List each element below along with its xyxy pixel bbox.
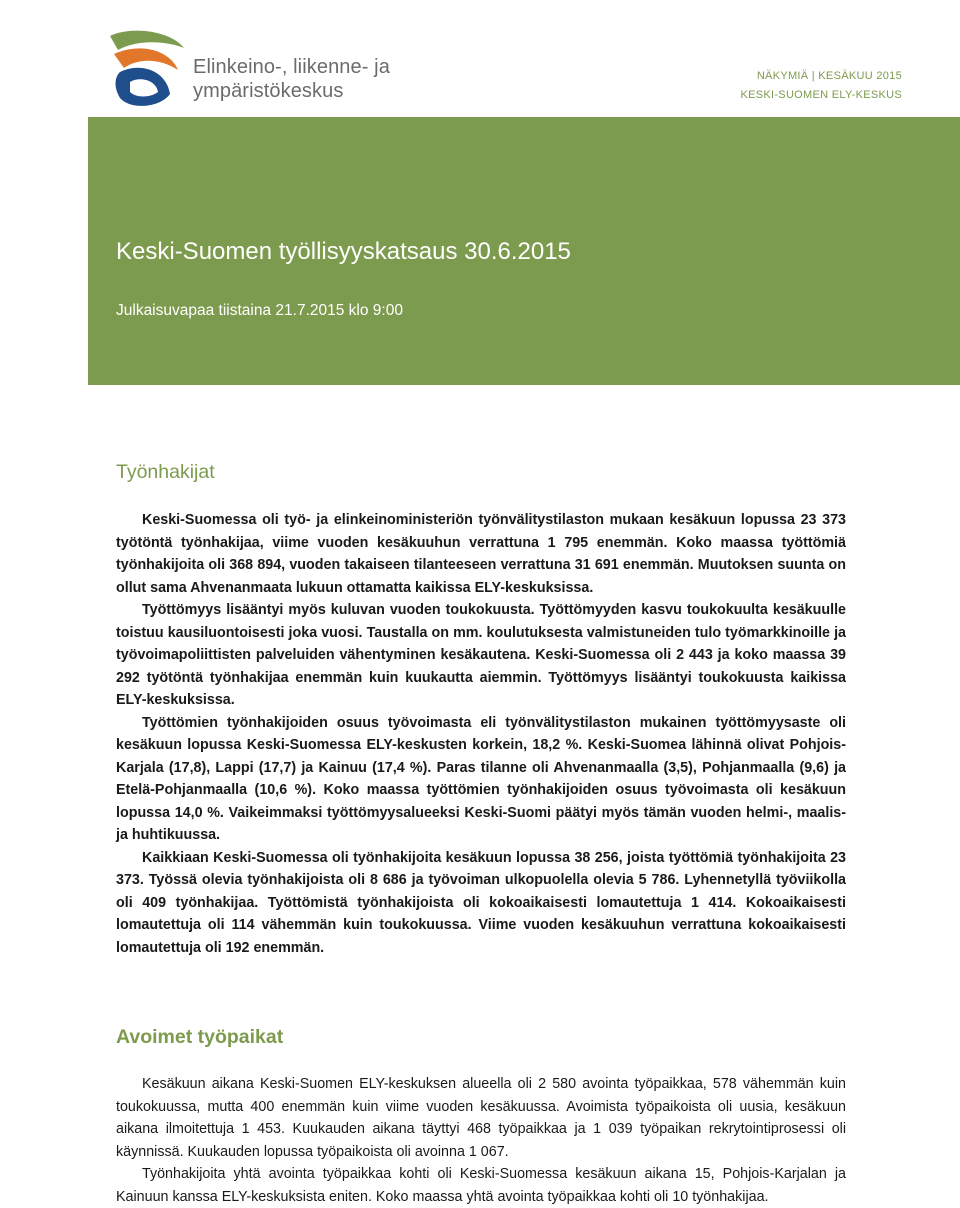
section-body-tyonhakijat [116, 509, 846, 959]
publish-date: Julkaisuvapaa tiistaina 21.7.2015 klo 9:00 [116, 302, 403, 319]
paragraph: Työttömyys lisääntyi myös kuluvan vuoden toukokuusta. Työttömyyden kasvu toukokuulta kesäkuulle toistuu kausiluontoisesti joka vuosi. Taustalla on mm. koulutuksesta valmistuneiden tulo työmarkkinoille ja työvoimapoliittisten palveluiden vähentyminen kesäkautena. Keski-Suomessa oli 2 443 ja koko maassa 39 292 työtöntä työnhakijaa enemmän kuin kuukautta aiemmin. Työttömyys lisääntyi toukokuusta kaikissa ELY-keskuksissa. [116, 602, 846, 708]
ely-logo-icon [100, 28, 190, 110]
section-body-avoimet [116, 1073, 846, 1208]
logo-text [193, 55, 390, 103]
paragraph: Työttömien työnhakijoiden osuus työvoimasta eli työnvälitystilaston mukainen työttömyysaste oli kesäkuun lopussa Keski-Suomessa ELY-keskusten korkein, 18,2 %. Keski-Suomea lähinnä olivat Pohjois-Karjala (17,8), Lappi (17,7) ja Kainuu (17,4 %). Paras tilanne oli Ahvenanmaalla (3,5), Pohjanmaalla (9,6) ja Etelä-Pohjanmaalla (10,6 %). Koko maassa työttömien työnhakijoiden osuus työvoimasta oli kesäkuun lopussa 14,0 %. Vaikeimmaksi työttömyysalueeksi Keski-Suomi päätyi myös tämän vuoden helmi-, maalis- ja huhtikuussa. [116, 714, 846, 843]
section-title-avoimet: Avoimet työpaikat [116, 1026, 284, 1048]
logo-line-2: ympäristökeskus [193, 80, 344, 102]
paragraph: Keski-Suomessa oli työ- ja elinkeinoministeriön työnvälitystilaston mukaan kesäkuun lopussa 23 373 työtöntä työnhakijaa, viime vuoden kesäkuuhun verrattuna 1 795 enemmän. Koko maassa työttömiä työnhakijoita oli 368 894, vuoden takaiseen tilanteeseen verrattuna 31 691 enemmän. Muutoksen suunta on ollut sama Ahvenanmaata lukuun ottamatta kaikissa ELY-keskuksissa. [116, 512, 846, 596]
paragraph: Kesäkuun aikana Keski-Suomen ELY-keskuksen alueella oli 2 580 avointa työpaikkaa, 578 vähemmän kuin toukokuussa, mutta 400 enemmän kuin viime vuoden kesäkuussa. Avoimista työpaikoista oli uusia, kesäkuun aikana ilmoitettuja 1 453. Kuukauden aikana täyttyi 468 työpaikkaa ja 1 039 työpaikan rekrytointiprosessi oli käynnissä. Kuukauden lopussa työpaikoista oli avoinna 1 067. [116, 1076, 846, 1160]
publication-issue: NÄKYMIÄ | KESÄKUU 2015 [756, 70, 902, 82]
logo-line-1: Elinkeino-, liikenne- ja [193, 56, 390, 78]
publication-info [740, 67, 902, 105]
page-title: Keski-Suomen työllisyyskatsaus 30.6.2015 [116, 238, 571, 265]
publication-publisher: KESKI-SUOMEN ELY-KESKUS [740, 89, 902, 101]
paragraph: Kaikkiaan Keski-Suomessa oli työnhakijoita kesäkuun lopussa 38 256, joista työttömiä työnhakijoita 23 373. Työssä olevia työnhakijoista oli 8 686 ja työvoiman ulkopuolella olevia 5 786. Lyhennetyllä työviikolla oli 409 työnhakijaa. Työttömistä työnhakijoista oli kokoaikaisesti lomautettuja 1 414. Kokoaikaisesti lomautettuja oli 114 vähemmän kuin toukokuussa. Viime vuoden kesäkuuhun verrattuna kokoaikaisesti lomautettuja oli 192 enemmän. [116, 849, 846, 956]
paragraph: Työnhakijoita yhtä avointa työpaikkaa kohti oli Keski-Suomessa kesäkuun aikana 15, Pohjois-Karjalan ja Kainuun kanssa ELY-keskuksista eniten. Koko maassa yhtä avointa työpaikkaa kohti oli 10 työnhakijaa. [116, 1166, 846, 1205]
section-title-tyonhakijat: Työnhakijat [116, 461, 215, 483]
